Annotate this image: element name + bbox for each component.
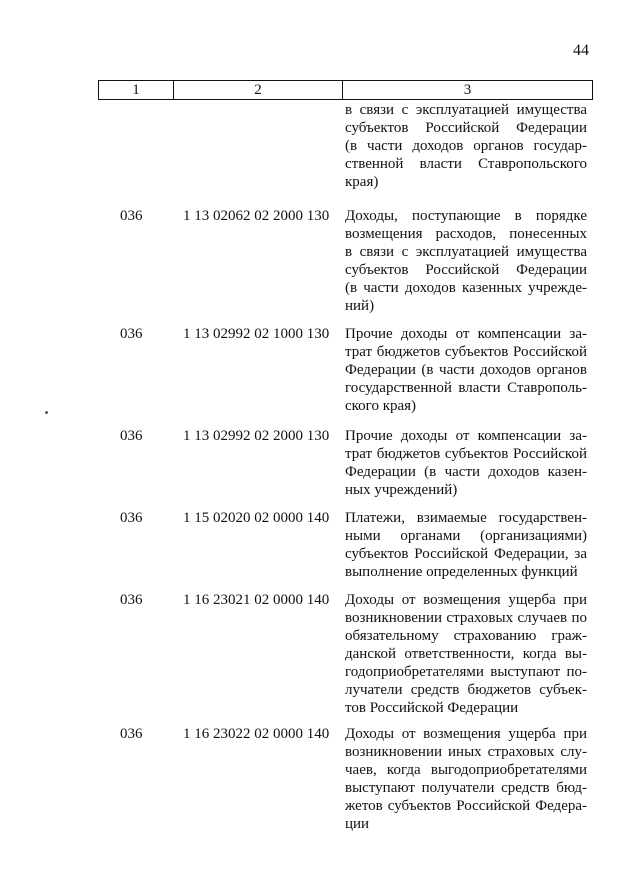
desc-line: субъектов Российской Федерации [345,120,587,136]
budget-classification-code: 1 16 23021 02 0000 140 [183,592,330,608]
header-col-2: 2 [173,81,342,99]
desc-line: обязательному страхованию граж- [345,628,587,644]
desc-line: субъектов Российской Федерации, за [345,546,587,562]
admin-code: 036 [120,726,143,742]
desc-line: Доходы от возмещения ущерба при [345,592,587,608]
admin-code: 036 [120,208,143,224]
desc-line: Доходы, поступающие в порядке [345,208,587,224]
admin-code: 036 [120,326,143,342]
desc-line: ными органами (организациями) [345,528,587,544]
desc-line: ний) [345,298,375,314]
desc-line: ных учреждений) [345,482,458,498]
row-description [345,725,587,833]
desc-line: ции [345,816,370,832]
desc-line: трат бюджетов субъектов Российской [345,344,587,360]
desc-line: данской ответственности, когда вы- [345,646,587,662]
desc-line: края) [345,174,379,190]
scan-speck [45,411,48,414]
desc-line: жетов субъектов Российской Федера- [345,798,587,814]
row-description [345,591,587,717]
desc-line: выступают получатели средств бюд- [345,780,587,796]
desc-line: чаев, когда выгодоприобретателями [345,762,587,778]
row-description [345,427,587,499]
desc-line: Платежи, взимаемые государствен- [345,510,587,526]
desc-line: государственной власти Ставрополь- [345,380,587,396]
desc-line: ского края) [345,398,417,414]
header-col-1: 1 [132,81,140,98]
desc-line: тов Российской Федерации [345,700,519,716]
budget-classification-code: 1 13 02062 02 2000 130 [183,208,330,224]
page-number: 44 [573,42,589,59]
desc-line: Доходы от возмещения ущерба при [345,726,587,742]
row-description [345,509,587,581]
desc-line: годоприобретателями выступают по- [345,664,587,680]
desc-line: ственной власти Ставропольского [345,156,587,172]
desc-line: возникновении страховых случаев по [345,610,587,626]
desc-line: возмещения расходов, понесенных [345,226,587,242]
desc-line: Прочие доходы от компенсации за- [345,326,587,342]
table-header [98,80,593,100]
desc-line: в связи с эксплуатацией имущества [345,102,587,118]
desc-line: трат бюджетов субъектов Российской [345,446,587,462]
admin-code: 036 [120,510,143,526]
desc-line: возникновении иных страховых слу- [345,744,587,760]
desc-line: Федерации (в части доходов органов [345,362,587,378]
row-description [345,325,587,415]
admin-code: 036 [120,592,143,608]
budget-classification-code: 1 13 02992 02 1000 130 [183,326,330,342]
row-description [345,207,587,315]
desc-line: лучатели средств бюджетов субъек- [345,682,587,698]
desc-line: субъектов Российской Федерации [345,262,587,278]
desc-line: (в части доходов казенных учрежде- [345,280,587,296]
header-col-3: 3 [342,81,592,99]
budget-classification-code: 1 16 23022 02 0000 140 [183,726,330,742]
continuation-description [345,101,587,191]
budget-classification-code: 1 15 02020 02 0000 140 [183,510,330,526]
desc-line: Федерации (в части доходов казен- [345,464,587,480]
admin-code: 036 [120,428,143,444]
desc-line: Прочие доходы от компенсации за- [345,428,587,444]
budget-classification-code: 1 13 02992 02 2000 130 [183,428,330,444]
desc-line: (в части доходов органов государ- [345,138,587,154]
desc-line: в связи с эксплуатацией имущества [345,244,587,260]
desc-line: выполнение определенных функций [345,564,578,580]
